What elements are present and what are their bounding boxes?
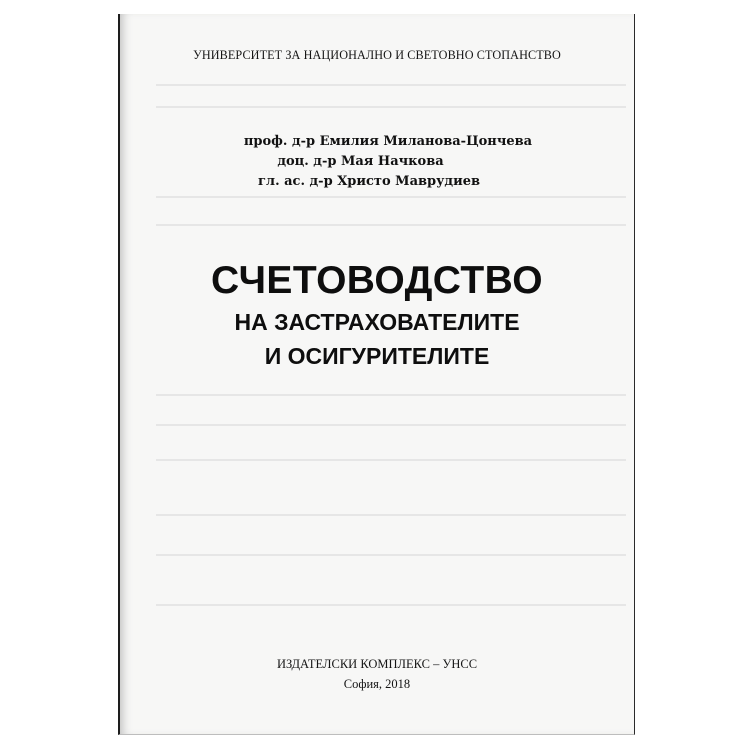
show-through-text [156,196,626,198]
title-line-2: НА ЗАСТРАХОВАТЕЛИТЕ [234,309,520,335]
show-through-text [156,84,626,86]
show-through-text [156,424,626,426]
author-2: доц. д-р Мая Начкова [277,154,444,169]
show-through-text [156,224,626,226]
university-name: УНИВЕРСИТЕТ ЗА НАЦИОНАЛНО И СВЕТОВНО СТОПАНСТВО [193,48,561,62]
show-through-text [156,514,626,516]
authors-block [120,132,634,192]
show-through-text [156,394,626,396]
title-line-1: СЧЕТОВОДСТВО [211,259,543,302]
title-page [118,14,635,735]
publisher-block [120,654,634,694]
publisher-name: ИЗДАТЕЛСКИ КОМПЛЕКС – УНСС [276,657,478,671]
author-3: гл. ас. д-р Христо Маврудиев [257,174,481,189]
show-through-text [156,554,626,556]
book-title [120,259,634,373]
show-through-text [156,604,626,606]
publication-place-year: София, 2018 [343,677,411,691]
title-line-3: И ОСИГУРИТЕЛИТЕ [264,343,490,369]
show-through-text [156,106,626,108]
show-through-text [156,459,626,461]
author-1: проф. д-р Емилия Миланова-Цончева [243,134,533,149]
